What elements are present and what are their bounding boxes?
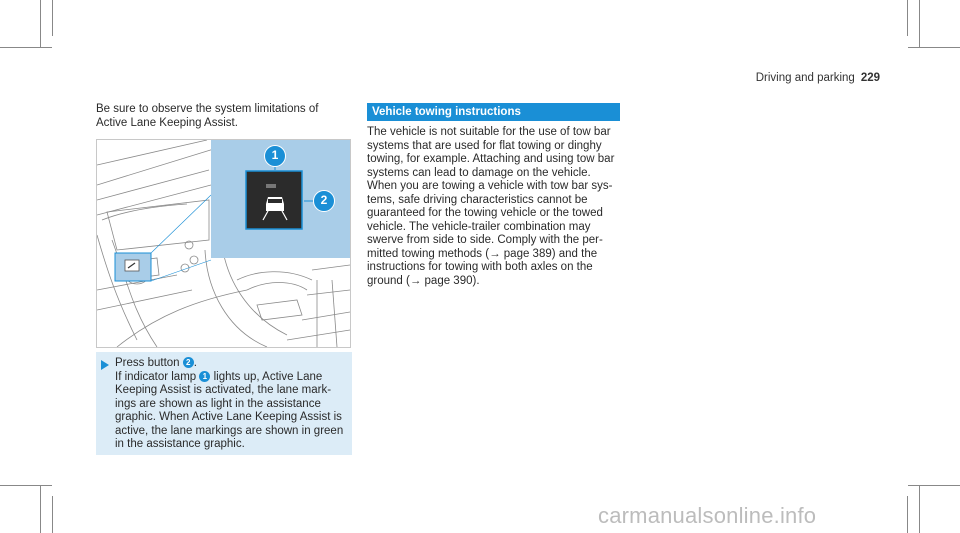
callout-1: 1 [264,145,286,167]
instruction-line2-prefix: If indicator lamp [115,370,200,383]
towing-line: tems, safe driving characteristics cannot be [367,193,588,206]
instruction-suffix: . [193,357,197,369]
button-2-badge: 2 [183,357,194,368]
towing-line: swerve from side to side. Comply with the per- [367,234,603,246]
dashboard-illustration [96,139,351,348]
towing-link-line[interactable]: ground (→ page 390). [367,274,480,287]
towing-section-body [367,126,622,288]
instruction-line [115,357,351,371]
towing-line: The vehicle is not suitable for the use of tow bar [367,126,611,138]
section-title: Driving and parking [755,72,855,84]
towing-line: instructions for towing with both axles on the [367,261,593,273]
instruction-line: ings are shown as light in the assistance [115,397,321,410]
instruction-line: active, the lane markings are shown in green [115,424,344,437]
dashboard-drawing [97,140,350,347]
lamp-1-badge: 1 [199,371,210,382]
page-number: 229 [860,72,880,84]
towing-line: towing, for example. Attaching and using tow bar [367,153,615,165]
instruction-prefix: Press button [115,357,183,369]
towing-line: systems that are used for flat towing or dinghy [367,139,602,152]
towing-line: guaranteed for the towing vehicle or the towed [367,207,603,219]
intro-text: Be sure to observe the system limitations of Active Lane Keeping Assist. [96,103,319,129]
callout-2: 2 [313,190,335,212]
instruction-line-text: lights up, Active Lane [213,370,323,383]
instruction-step [96,352,352,455]
towing-line: systems can lead to damage on the vehicle. [367,166,591,179]
towing-link-line[interactable]: mitted towing methods (→ page 389) and the [367,247,598,260]
instruction-line [115,371,351,385]
towing-line: When you are towing a vehicle with tow bar sys- [367,180,613,192]
instruction-line: in the assistance graphic. [115,438,245,450]
page-header [756,72,880,84]
watermark: carmanualsonline.info [598,503,817,528]
instruction-line: Keeping Assist is activated, the lane mark- [115,384,332,396]
instruction-line: graphic. When Active Lane Keeping Assist is [115,411,342,423]
towing-line: vehicle. The vehicle-trailer combination may [367,220,591,233]
step-arrow-icon [101,360,109,370]
instruction-body [115,357,351,452]
towing-section-title: Vehicle towing instructions [367,103,620,121]
